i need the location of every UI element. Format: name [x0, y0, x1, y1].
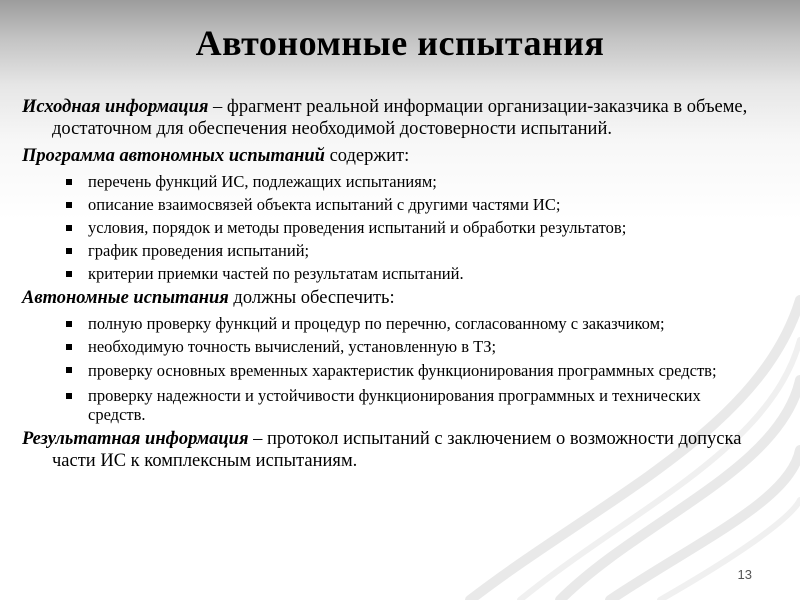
square-bullet-icon: [66, 367, 72, 373]
list-item-text: перечень функций ИС, подлежащих испытаниям;: [88, 172, 437, 191]
paragraph-test-program: [22, 145, 762, 167]
term-source-info: Исходная информация: [22, 97, 209, 117]
square-bullet-icon: [66, 248, 72, 254]
slide-title: Автономные испытания: [195, 23, 605, 63]
list-item: [22, 337, 762, 356]
list-item-text: полную проверку функций и процедур по перечню, согласованному с заказчиком;: [88, 314, 665, 333]
paragraph-result-info: [22, 428, 762, 472]
list-item: [22, 172, 762, 191]
page-number: 13: [737, 567, 752, 582]
square-bullet-icon: [66, 393, 72, 399]
list-item: [22, 241, 762, 260]
list-item-text: необходимую точность вычислений, установленную в ТЗ;: [88, 337, 497, 356]
square-bullet-icon: [66, 202, 72, 208]
term-autonomous-tests: Автономные испытания: [22, 288, 229, 308]
paragraph-source-info: [22, 96, 762, 140]
list-item-text: условия, порядок и методы проведения испытаний и обработки результатов;: [88, 218, 627, 237]
list-item: [22, 218, 762, 237]
list-item-text: проверку надежности и устойчивости функционирования программных и технических средств.: [88, 386, 701, 424]
term-test-program: Программа автономных испытаний: [22, 146, 325, 166]
list-item-text: описание взаимосвязей объекта испытаний с другими частями ИС;: [88, 195, 561, 214]
text-result-info: – протокол испытаний с заключением о возможности допуска части ИС к комплексным испытаниям.: [52, 429, 742, 471]
list-item: [22, 195, 762, 214]
square-bullet-icon: [66, 225, 72, 231]
bullet-list-test-program: [22, 172, 762, 283]
bullet-list-autonomous-tests: [22, 314, 762, 424]
slide-content: [22, 96, 762, 477]
list-item-text: график проведения испытаний;: [88, 241, 310, 260]
text-source-info: – фрагмент реальной информации организации-заказчика в объеме, достаточном для обеспечения необходимой достоверности испытаний.: [52, 97, 748, 139]
square-bullet-icon: [66, 271, 72, 277]
paragraph-autonomous-tests: [22, 287, 762, 309]
term-result-info: Результатная информация: [22, 429, 249, 449]
square-bullet-icon: [66, 321, 72, 327]
list-item: [22, 264, 762, 283]
list-item-text: проверку основных временных характеристик функционирования программных средств;: [88, 361, 717, 380]
square-bullet-icon: [66, 344, 72, 350]
list-item: [22, 360, 762, 382]
list-item: [22, 314, 762, 333]
square-bullet-icon: [66, 179, 72, 185]
list-item: [22, 386, 762, 424]
text-test-program: содержит:: [324, 146, 410, 166]
list-item-text: критерии приемки частей по результатам испытаний.: [88, 264, 464, 283]
text-autonomous-tests: должны обеспечить:: [228, 288, 395, 308]
